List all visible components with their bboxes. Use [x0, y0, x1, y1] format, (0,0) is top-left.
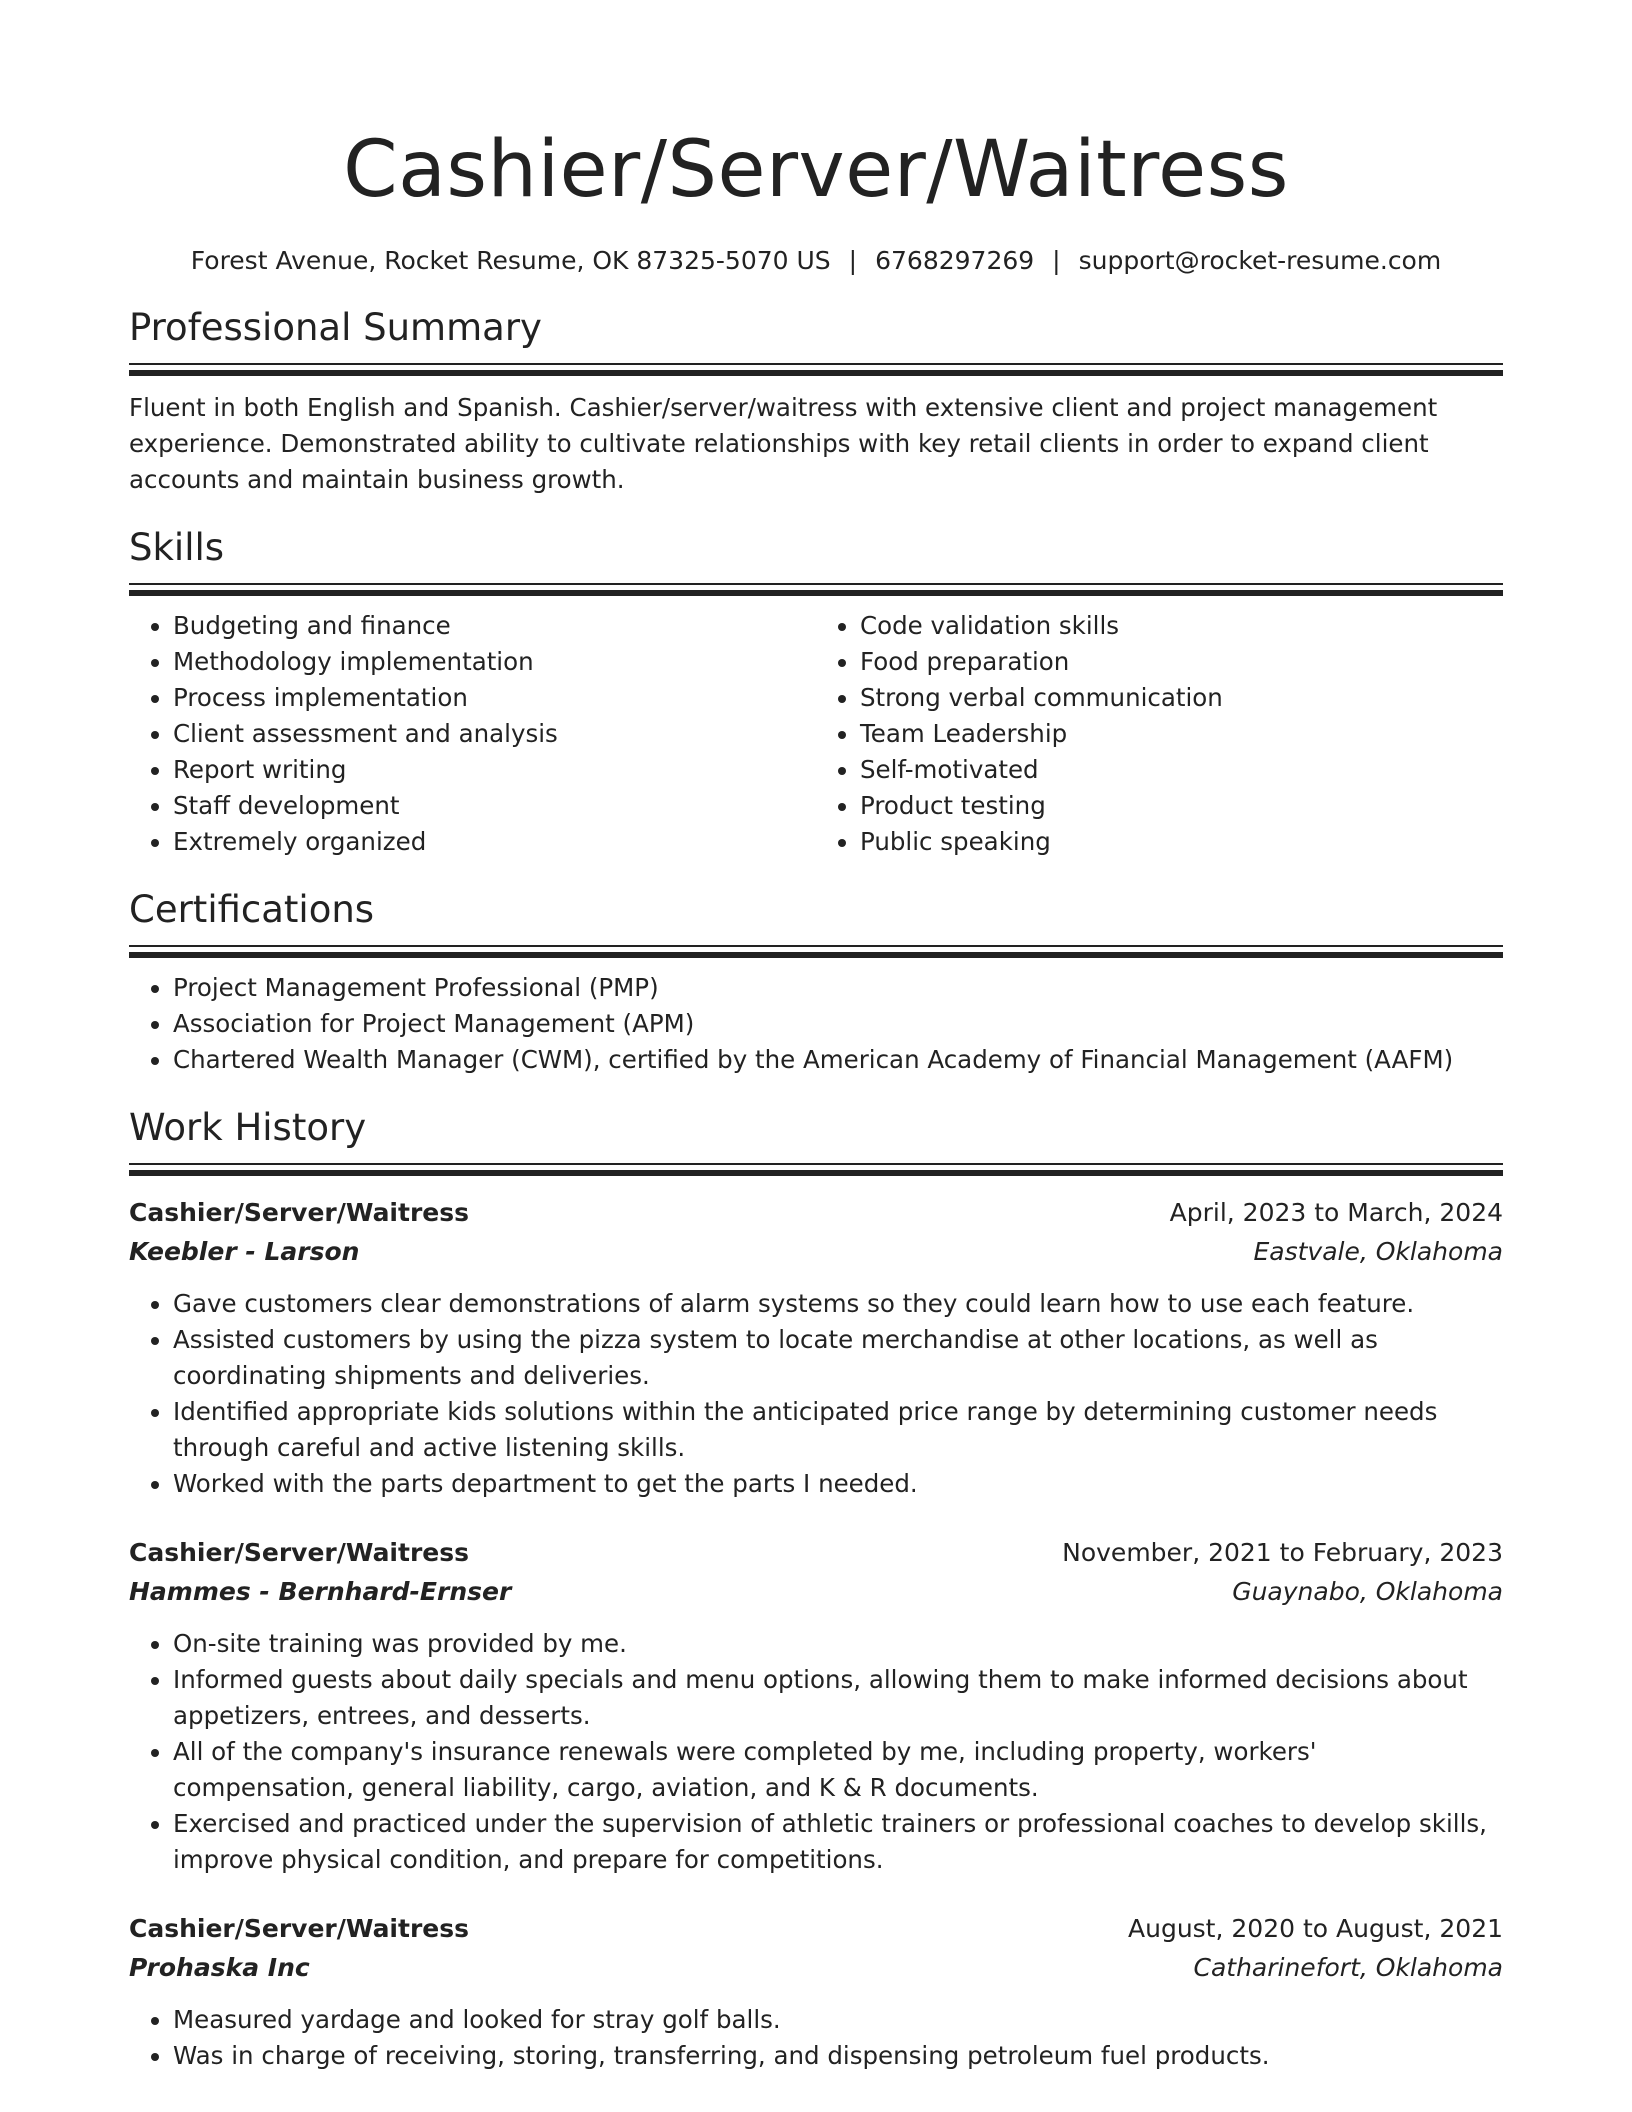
skill-item: • Report writing [173, 752, 816, 788]
job-bullet: • Informed guests about daily specials and menu options, allowing them to make informed decisions about appetizers, entrees, and desserts. [173, 1662, 1503, 1734]
certification-item: • Chartered Wealth Manager (CWM), certified by the American Academy of Financial Management (AAFM) [173, 1042, 1503, 1078]
job-dates: November, 2021 to February, 2023 [1062, 1538, 1503, 1567]
job-entry [129, 1910, 1503, 2074]
section-divider [129, 1163, 1503, 1176]
job-header-row [129, 1910, 1503, 1948]
job-header-row [129, 1534, 1503, 1572]
job-location: Guaynabo, Oklahoma [1232, 1577, 1503, 1606]
resume-name: Cashier/Server/Waitress [343, 125, 1289, 215]
job-bullets [129, 1286, 1503, 1502]
contact-address: Forest Avenue, Rocket Resume, OK 87325-5070 US [190, 246, 831, 275]
skills-columns [129, 608, 1503, 860]
skill-item: • Extremely organized [173, 824, 816, 860]
job-title: Cashier/Server/Waitress [129, 1538, 470, 1567]
job-bullet: • Identified appropriate kids solutions within the anticipated price range by determining customer needs through careful and active listening skills. [173, 1394, 1503, 1466]
job-title: Cashier/Server/Waitress [129, 1914, 470, 1943]
section-title-certifications: Certifications [129, 888, 375, 931]
section-title-summary: Professional Summary [129, 306, 542, 349]
job-bullet: • All of the company's insurance renewals were completed by me, including property, workers' compensation, general liability, cargo, aviation, and K & R documents. [173, 1734, 1503, 1806]
job-entry [129, 1194, 1503, 1502]
job-title: Cashier/Server/Waitress [129, 1198, 470, 1227]
skill-item: • Code validation skills [860, 608, 1503, 644]
job-dates: April, 2023 to March, 2024 [1169, 1198, 1503, 1227]
job-location: Eastvale, Oklahoma [1253, 1237, 1503, 1266]
job-bullet: • Measured yardage and looked for stray golf balls. [173, 2002, 1503, 2038]
job-location: Catharinefort, Oklahoma [1193, 1953, 1503, 1982]
skill-item: • Public speaking [860, 824, 1503, 860]
job-company-row [129, 1948, 1503, 1988]
contact-separator: | [1052, 246, 1061, 275]
contact-email: support@rocket-resume.com [1078, 246, 1442, 275]
job-entry [129, 1534, 1503, 1878]
section-divider [129, 583, 1503, 596]
certifications-section [129, 886, 1503, 1078]
skill-item: • Team Leadership [860, 716, 1503, 752]
summary-section [129, 304, 1503, 498]
job-bullet: • Gave customers clear demonstrations of alarm systems so they could learn how to use each feature. [173, 1286, 1503, 1322]
contact-phone: 6768297269 [875, 246, 1035, 275]
section-divider [129, 945, 1503, 958]
contact-separator: | [848, 246, 858, 275]
job-company-row [129, 1572, 1503, 1612]
certification-item: • Association for Project Management (APM) [173, 1006, 1503, 1042]
job-dates: August, 2020 to August, 2021 [1128, 1914, 1503, 1943]
skill-item: • Strong verbal communication [860, 680, 1503, 716]
skill-item: • Client assessment and analysis [173, 716, 816, 752]
section-title-work-history: Work History [129, 1106, 367, 1149]
job-company: Hammes - Bernhard-Ernser [129, 1577, 512, 1606]
contact-line [129, 244, 1503, 278]
work-history-section [129, 1104, 1503, 2074]
skill-item: • Product testing [860, 788, 1503, 824]
skill-item: • Methodology implementation [173, 644, 816, 680]
skill-item: • Process implementation [173, 680, 816, 716]
certifications-list [129, 970, 1503, 1078]
section-title-skills: Skills [129, 526, 225, 569]
skill-item: • Budgeting and finance [173, 608, 816, 644]
job-company: Keebler - Larson [129, 1237, 360, 1266]
job-bullets [129, 1626, 1503, 1878]
job-header-row [129, 1194, 1503, 1232]
summary-text: Fluent in both English and Spanish. Cashier/server/waitress with extensive client and project management experience. Demonstrated ability to cultivate relationships with key retail clients in order to expand client accounts and maintain business growth. [129, 393, 1438, 494]
job-company-row [129, 1232, 1503, 1272]
job-bullet: • Worked with the parts department to get the parts I needed. [173, 1466, 1503, 1502]
job-company: Prohaska Inc [129, 1953, 310, 1982]
skills-list-left [129, 608, 816, 860]
certification-item: • Project Management Professional (PMP) [173, 970, 1503, 1006]
skills-list-right [816, 608, 1503, 860]
skill-item: • Food preparation [860, 644, 1503, 680]
job-bullet: • Was in charge of receiving, storing, transferring, and dispensing petroleum fuel products. [173, 2038, 1503, 2074]
section-divider [129, 363, 1503, 376]
job-bullets [129, 2002, 1503, 2074]
job-bullet: • Assisted customers by using the pizza system to locate merchandise at other locations, as well as coordinating shipments and deliveries. [173, 1322, 1503, 1394]
skill-item: • Self-motivated [860, 752, 1503, 788]
skill-item: • Staff development [173, 788, 816, 824]
job-bullet: • On-site training was provided by me. [173, 1626, 1503, 1662]
skills-section [129, 524, 1503, 860]
job-bullet: • Exercised and practiced under the supervision of athletic trainers or professional coaches to develop skills, improve physical condition, and prepare for competitions. [173, 1806, 1503, 1878]
